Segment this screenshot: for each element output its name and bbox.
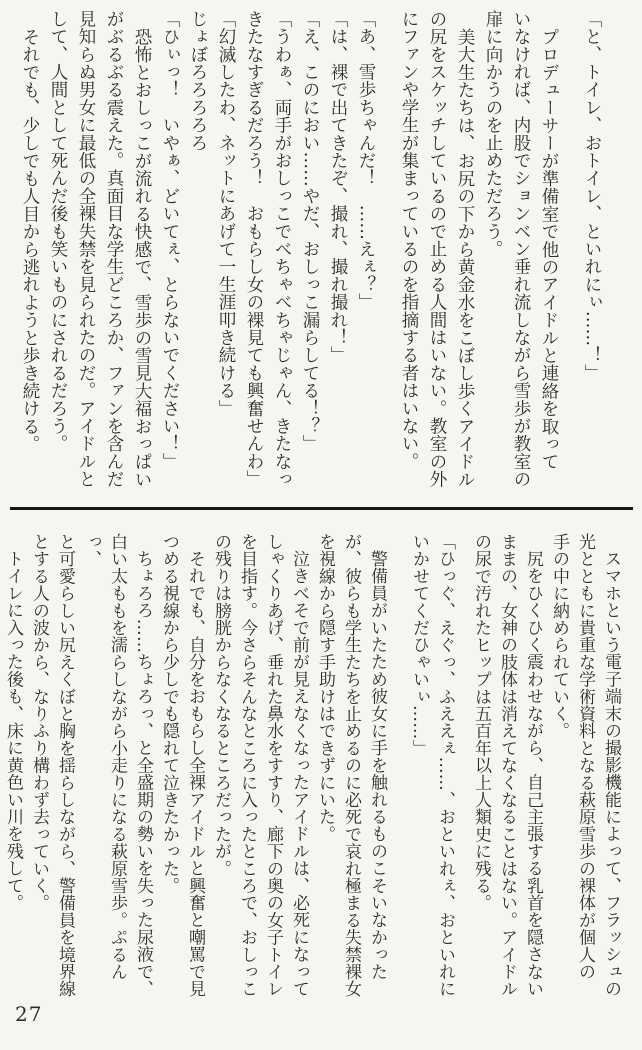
text-line: 尻をひくひく震わせながら、自己主張する乳首を隠さない — [523, 550, 543, 998]
text-line: して、人間として死んだ後も笑いものにされるだろう。 — [48, 10, 68, 453]
text-line: と可愛らしい尻えくぼと胸を揺らしながら、警備員を境界線 — [55, 533, 75, 998]
text-line: とする人の波から、なりふり構わず去っていく。 — [29, 533, 49, 912]
text-line: がぶるぶる震えた。真面目な学生どころか、ファンを含んだ — [104, 10, 124, 488]
section-divider-line — [10, 507, 633, 510]
page-number: 27 — [15, 1002, 43, 1026]
text-line: 光とともに貴重な学術資料となる萩原雪歩の裸体が個人の — [575, 533, 595, 981]
top-text-block — [16, 10, 606, 490]
text-line: が、彼らも学生たちを止めるのに必死で哀れ極まる失禁裸女 — [341, 533, 361, 998]
text-line: 「と、トイレ、おトイレ、といれにぃ……！」 — [582, 10, 602, 382]
text-line: トイレに入った後も、床に黄色い川を残して。 — [3, 550, 23, 912]
text-line: つめる視線から少しでも隠れて泣きたかった。 — [159, 533, 179, 895]
text-line: 恐怖とおしっこが流れる快感で、雪歩の雪見大福おっぱい — [132, 27, 152, 488]
text-line: いなければ、内股でションベン垂れ流しながら雪歩が教室の — [511, 10, 531, 488]
text-line: しゃくりあげ、垂れた鼻水をすすり、廊下の奥の女子トイレ — [263, 533, 283, 998]
text-line: にファンや学生が集まっているのを指摘する者はいない。 — [399, 10, 419, 471]
text-line: 扉に向かうのを止めただろう。 — [483, 10, 503, 258]
text-line: いかせてくだひゃいぃ……」 — [409, 533, 429, 757]
text-line: を視線から隠す手助けはできずにいた。 — [315, 533, 335, 843]
text-line: 手の中に納められていく。 — [549, 533, 569, 740]
text-line: 「は、裸で出てきたぞ、撮れ、撮れ撮れ！」 — [328, 10, 348, 364]
text-line: スマホという電子端末の撮影機能によって、フラッシュの — [601, 550, 621, 998]
text-line: じょぼろろろろろ — [188, 10, 208, 152]
text-line: きたなすぎるだろう！ おもらし女の裸見ても興奮せんわ」 — [244, 10, 264, 488]
text-line: それでも、少しでも人目から逃れようと歩き続ける。 — [20, 27, 40, 453]
text-line: 「ひぃっ！ いやぁ、どいてぇ、とらないでください！」 — [160, 10, 180, 471]
text-line: 「幻滅したわ、ネットにあげて一生涯叩き続ける」 — [216, 10, 236, 418]
text-line: 「あ、雪歩ちゃんだ！ ……えぇ？」 — [356, 10, 376, 311]
text-line: の尻をスケッチしているので止める人間はいない。教室の外 — [427, 10, 447, 488]
text-line: 泣きべそで前が見えなくなったアイドルは、必死になって — [289, 550, 309, 998]
text-line: 美大生たちは、お尻の下から黄金水をこぼし歩くアイドル — [455, 27, 475, 488]
text-line: ままの、女神の肢体は消えてなくなることはない。アイドル — [497, 533, 517, 998]
text-line: ちょろろ……ちょろっ、と全盛期の勢いを失った尿液で、 — [133, 550, 153, 998]
text-line: 白い太ももを濡らしながら小走りになる萩原雪歩。ぷるんっ、 — [81, 533, 127, 981]
text-line: の尿で汚れたヒップは五百年以上人類史に残る。 — [471, 533, 491, 912]
text-line: それでも、自分をおもらし全裸アイドルと興奮と嘲罵で見 — [185, 550, 205, 998]
text-line: 「ひっぐ、えぐっ、ふええぇ……、おといれぇ、おといれに — [435, 533, 455, 998]
text-line: 「え、このにおい……やだ、おしっこ漏らしてる！？」 — [300, 10, 320, 453]
text-line: 「うわぁ、両手がおしっこでべちゃべちゃじゃん、きたなっ — [272, 10, 292, 488]
bottom-text-block — [0, 533, 624, 1014]
text-line: の残りは膀胱からなくなるところだったが。 — [211, 533, 231, 877]
text-line: 見知らぬ男女に最低の全裸失禁を見られたのだ。アイドルと — [76, 10, 96, 488]
text-line: 警備員がいたため彼女に手を触れるものこそいなかった — [367, 550, 387, 980]
text-line: を目指す。今さらそんなところに入ったところで、おしっこ — [237, 533, 257, 998]
text-line: プロデューサーが準備室で他のアイドルと連絡を取って — [539, 27, 559, 470]
